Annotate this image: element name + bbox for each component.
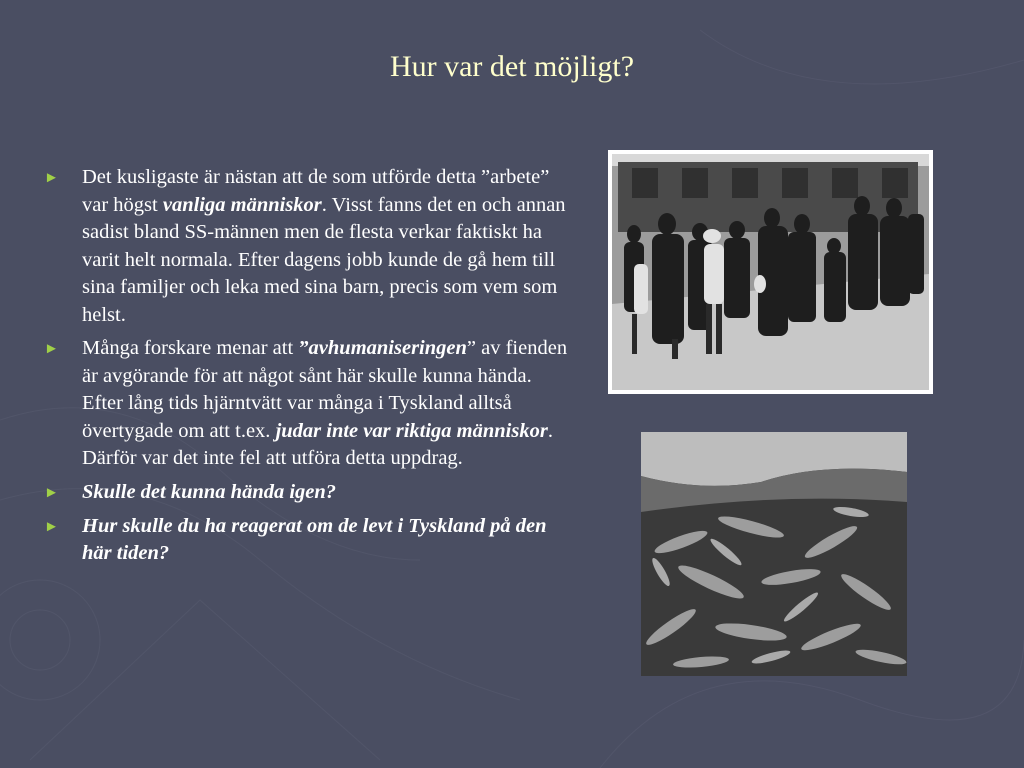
emphasized-text: ”avhumaniseringen [298,337,467,359]
emphasized-text: Skulle det kunna hända igen? [82,480,337,503]
bullet-text-segment: Många forskare menar att [82,337,299,359]
bullet-text [82,164,568,329]
bullet-text [82,479,336,507]
right-triangle-icon: ► [44,518,59,535]
right-triangle-icon: ► [44,341,59,357]
bullet-text-segment: Det kusligaste är nästan att de som utförde detta ”arbete” var högst [82,166,550,216]
emphasized-text: vanliga människor [162,193,322,216]
slide-title: Hur var det möjligt? [389,50,635,83]
emphasized-text: judar inte var riktiga människor [275,419,548,442]
right-triangle-icon: ► [44,170,59,186]
photo-deportation-line [608,150,933,394]
photo-mass-grave [641,432,907,676]
bullet-item [44,513,568,568]
emphasized-text: Hur skulle du ha reagerat om de levt i Tyskland på den här tiden? [82,514,547,564]
bullet-text [82,335,568,473]
bullet-list [44,164,568,574]
bullet-text-segment: . Visst fanns det en och annan sadist bland SS-männen men de flesta verkar faktiskt ha varit helt normala. Efter dagens jobb kunde de gå hem till sina familjer och leka med sina barn, precis som vem som helst. [82,193,566,326]
bullet-item [44,335,568,473]
right-triangle-icon: ► [44,484,59,501]
bullet-text [82,513,568,568]
bullet-item [44,164,568,329]
bullet-text-segment: ” av fienden är avgörande för att något sånt här skulle kunna hända. Efter lång tids hjärntvätt var många i Tyskland alltså övertygade om att t.ex. [82,337,568,442]
bullet-item [44,479,568,507]
bullet-text-segment: . Därför var det inte fel att utföra detta uppdrag. [82,419,553,469]
